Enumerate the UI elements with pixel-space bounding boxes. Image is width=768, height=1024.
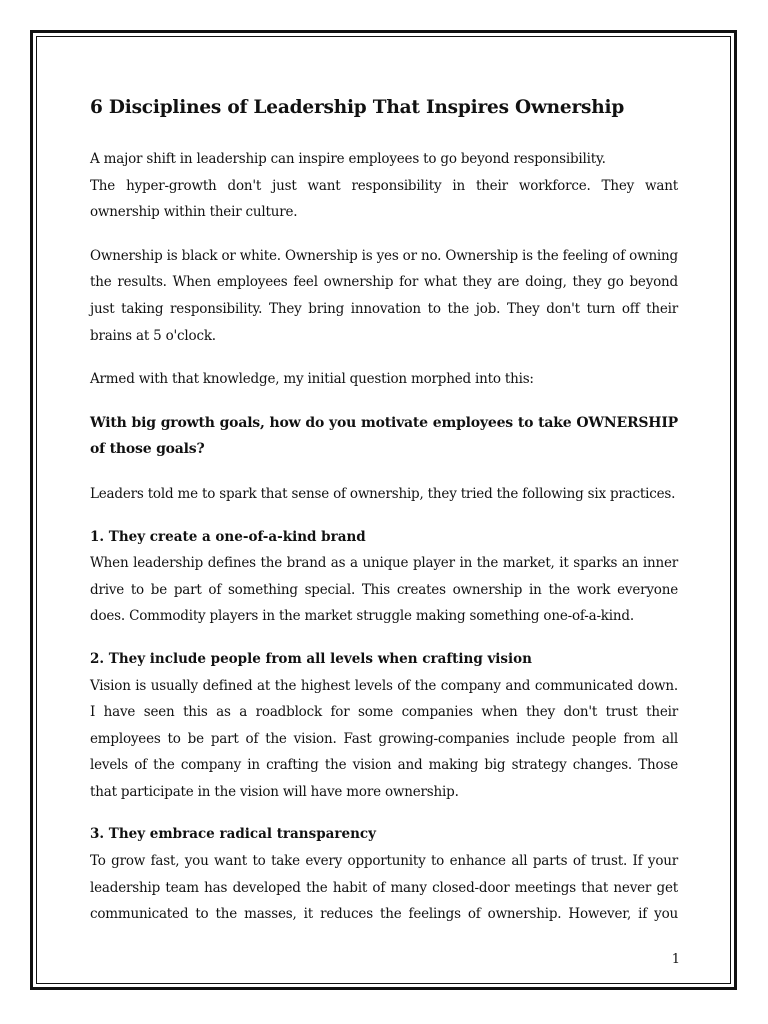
key-question: With big growth goals, how do you motivate employees to take OWNERSHIP of those goals? bbox=[90, 414, 678, 458]
section-2 bbox=[90, 646, 678, 806]
paragraph-leaders: Leaders told me to spark that sense of ownership, they tried the following six practices. bbox=[90, 485, 676, 502]
section-heading: 3. They embrace radical transparency bbox=[90, 826, 376, 843]
section-body: Vision is usually defined at the highest levels of the company and communicated down. I have seen this as a roadblock for some companies when they don't trust their employees to be part of the vision. Fast growing-companies include people from all levels of the company in crafting the vision and making big strategy changes. Those that participate in the vision will have more ownership. bbox=[90, 677, 678, 800]
section-heading: 2. They include people from all levels when crafting vision bbox=[90, 650, 532, 667]
section-body: To grow fast, you want to take every opportunity to enhance all parts of trust. If your leadership team has developed the habit of many closed-door meetings that never get communicated to the masses, it reduces the feelings of ownership. However, if you bbox=[90, 853, 678, 923]
section-3 bbox=[90, 821, 678, 927]
section-body: When leadership defines the brand as a unique player in the market, it sparks an inner drive to be part of something special. This creates ownership in the work everyone does. Commodity players in the market struggle making something one-of-a-kind. bbox=[90, 555, 678, 625]
paragraph-ownership: Ownership is black or white. Ownership is yes or no. Ownership is the feeling of owning the results. When employees feel ownership for what they are doing, they go beyond just taking responsibility. They bring innovation to the job. They don't turn off their brains at 5 o'clock. bbox=[90, 247, 678, 344]
section-heading: 1. They create a one-of-a-kind brand bbox=[90, 528, 366, 545]
page-number: 1 bbox=[671, 952, 680, 967]
intro-line-2: The hyper-growth don't just want responsibility in their workforce. They want ownership within their culture. bbox=[90, 177, 678, 221]
paragraph-armed: Armed with that knowledge, my initial question morphed into this: bbox=[90, 371, 534, 388]
document-body bbox=[90, 92, 678, 928]
section-1 bbox=[90, 524, 678, 630]
page-title: 6 Disciplines of Leadership That Inspires Ownership bbox=[90, 97, 625, 118]
intro-line-1: A major shift in leadership can inspire employees to go beyond responsibility. bbox=[90, 151, 606, 167]
